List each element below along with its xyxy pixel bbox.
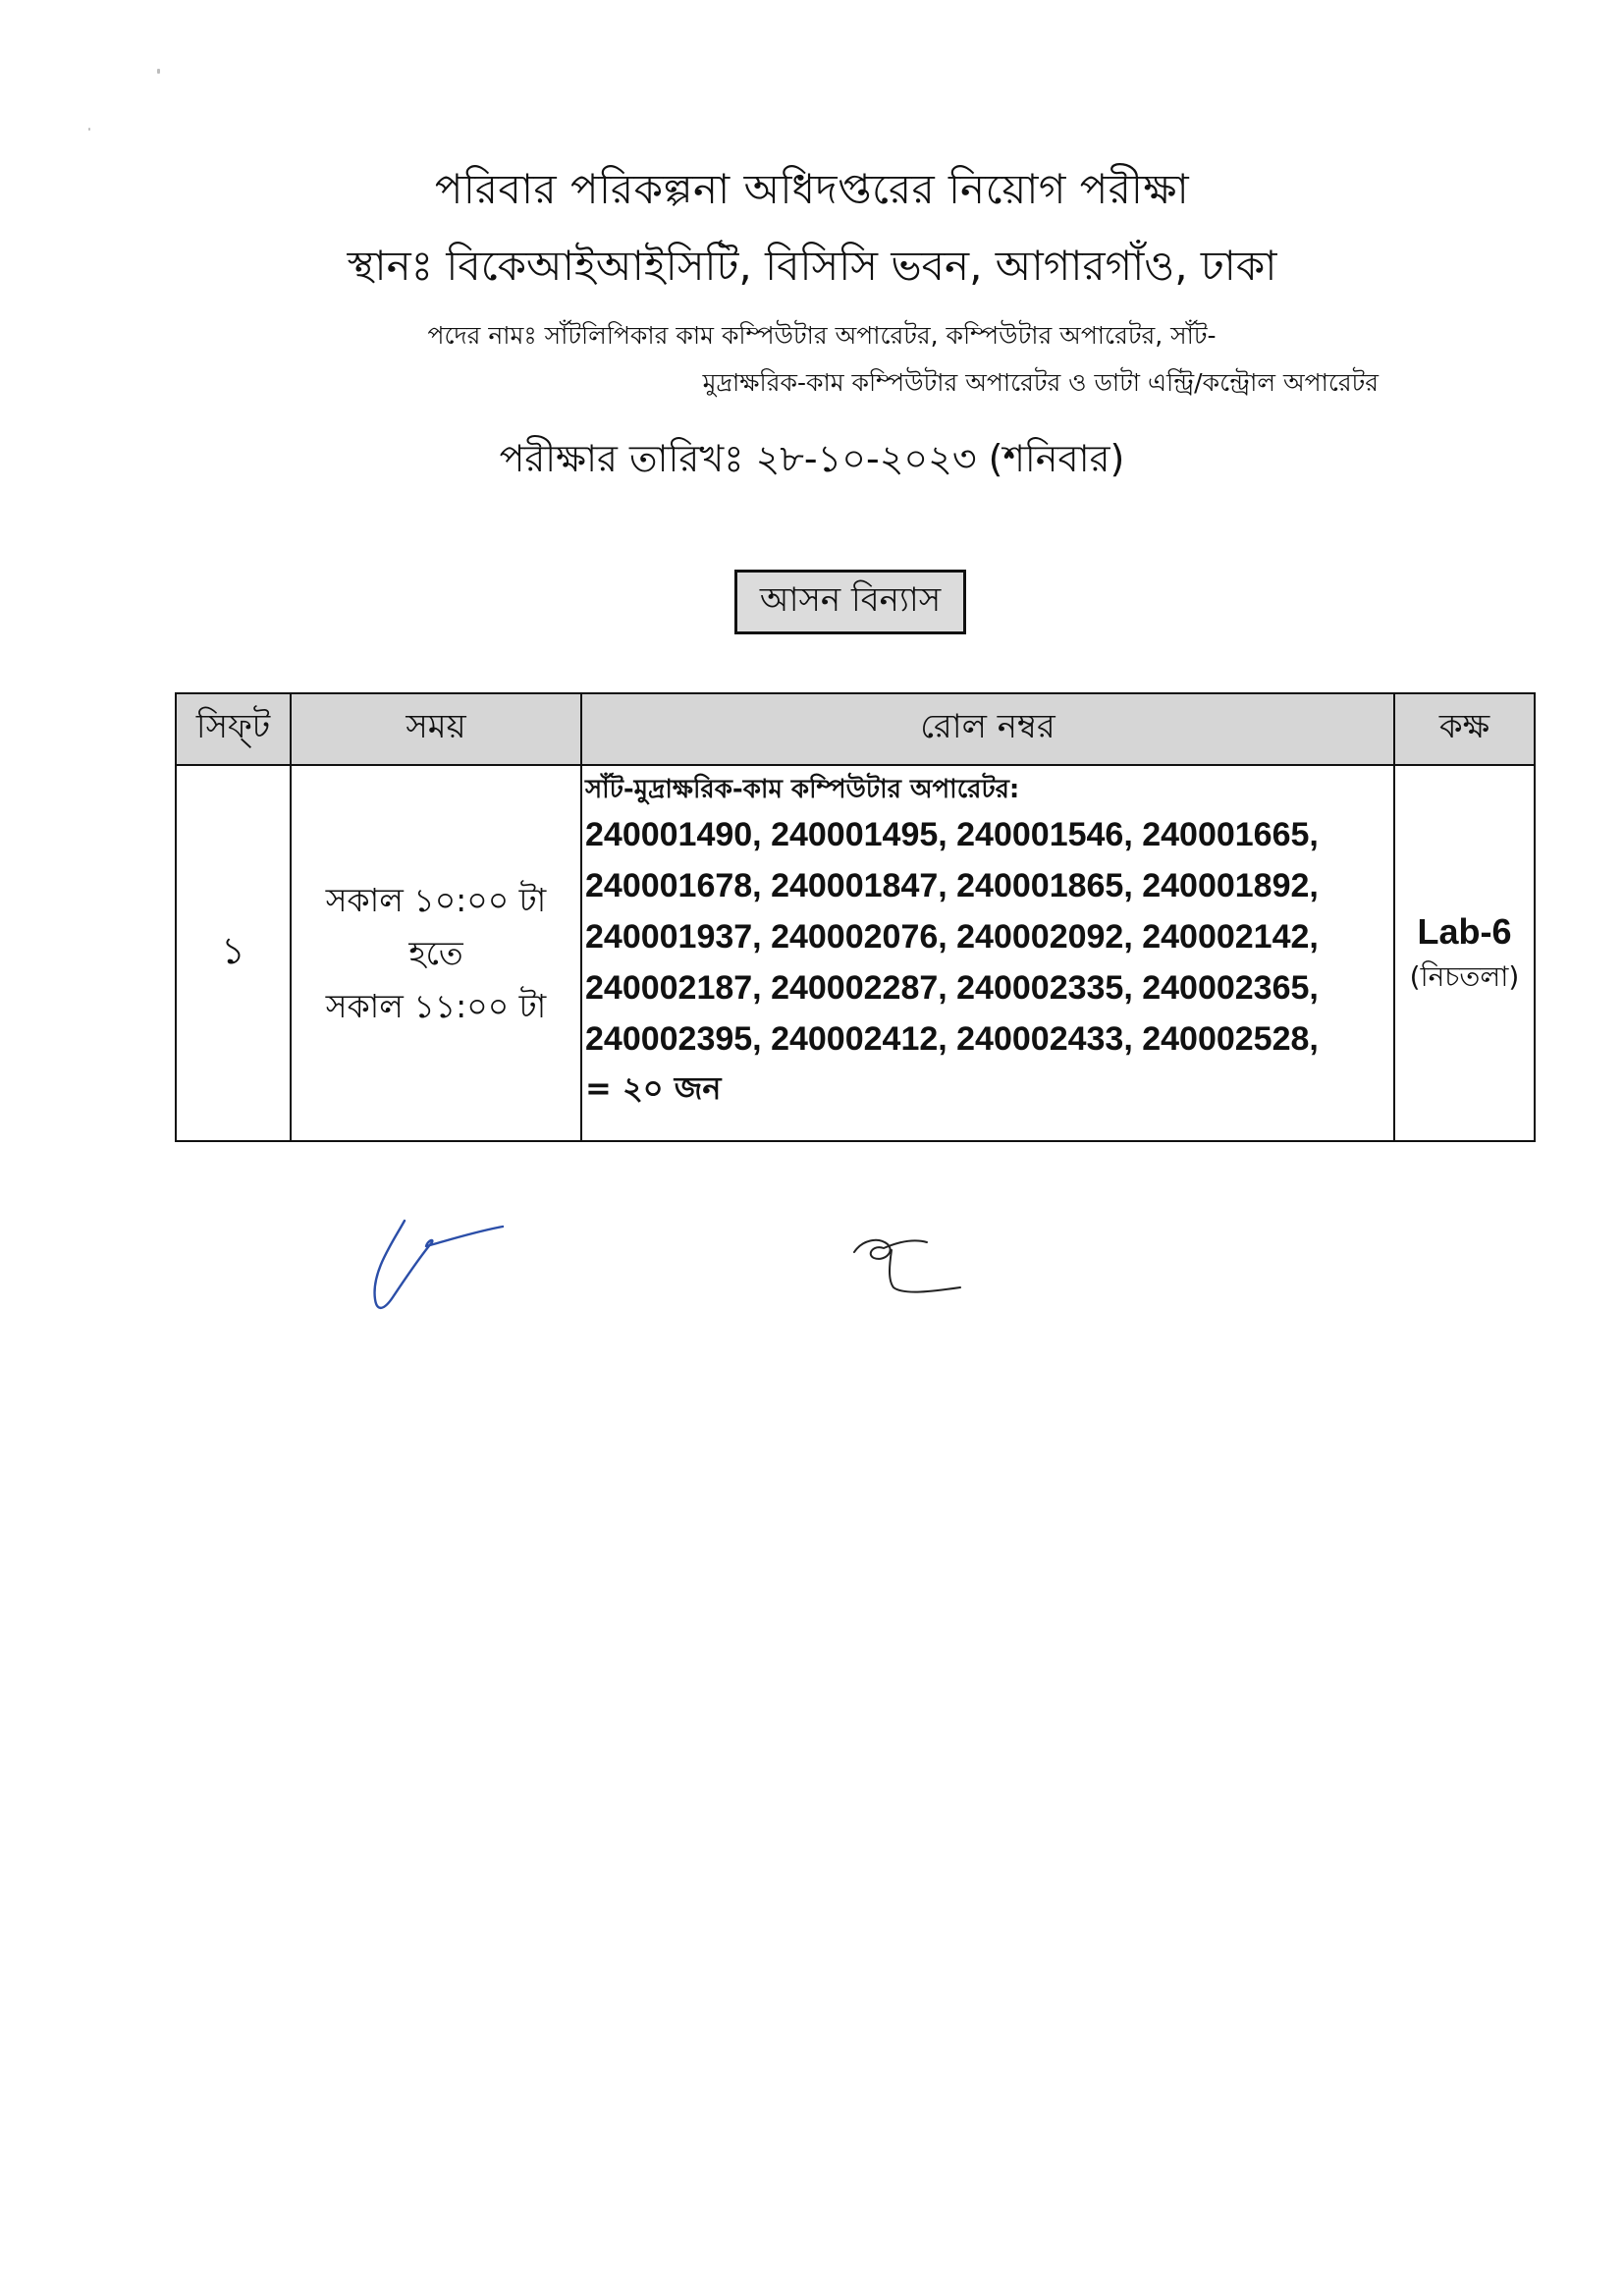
roll-number-line: 240001937, 240002076, 240002092, 240002142, — [585, 918, 1319, 956]
signature-left-stroke — [375, 1221, 503, 1308]
table-header-row — [176, 693, 1535, 765]
table-row — [176, 765, 1535, 1141]
header-room: কক্ষ — [1394, 693, 1535, 765]
room-name: Lab-6 — [1417, 910, 1512, 952]
candidate-total: = ২০ জন — [585, 1069, 722, 1107]
seat-plan-label: আসন বিন্যাস — [734, 570, 966, 634]
roll-number-line: 240002187, 240002287, 240002335, 240002365, — [585, 969, 1319, 1007]
time-connector: হতে — [408, 933, 463, 972]
header-roll: রোল নম্বর — [581, 693, 1394, 765]
time-to: সকাল ১১:০০ টা — [325, 986, 547, 1025]
time-from: সকাল ১০:০০ টা — [325, 880, 547, 919]
roll-number-line: 240002395, 240002412, 240002433, 240002528, — [585, 1020, 1319, 1058]
room-floor: (নিচতলা) — [1409, 959, 1520, 993]
time-cell — [291, 765, 581, 1141]
header-shift: সিফ্‌ট — [176, 693, 291, 765]
post-names-line-2: মুদ্রাক্ষরিক-কাম কম্পিউটার অপারেটর ও ডাটা এন্ট্রি/কন্ট্রোল অপারেটর — [702, 368, 1379, 397]
signature-right — [844, 1223, 982, 1311]
post-names-line-1: পদের নামঃ সাঁটলিপিকার কাম কম্পিউটার অপারেটর, কম্পিউটার অপারেটর, সাঁট- — [427, 321, 1217, 350]
room-cell — [1394, 765, 1535, 1141]
signature-right-stroke — [854, 1240, 960, 1292]
roll-number-list — [585, 809, 1393, 1065]
roll-cell — [581, 765, 1394, 1141]
roll-number-line: 240001678, 240001847, 240001865, 240001892, — [585, 867, 1319, 904]
scan-speck — [157, 69, 160, 74]
scan-speck — [88, 128, 90, 131]
roll-number-line: 240001490, 240001495, 240001546, 240001665, — [585, 816, 1319, 853]
exam-date: পরীক্ষার তারিখঃ ২৮-১০-২০২৩ (শনিবার) — [499, 437, 1125, 480]
header-time: সময় — [291, 693, 581, 765]
shift-number: ১ — [176, 765, 291, 1141]
post-heading: সাঁট-মুদ্রাক্ষরিক-কাম কম্পিউটার অপারেটর: — [585, 775, 1020, 804]
exam-title: পরিবার পরিকল্পনা অধিদপ্তরের নিয়োগ পরীক্ষা — [434, 165, 1190, 213]
seat-plan-table — [175, 692, 1536, 1142]
signature-left — [363, 1203, 520, 1321]
exam-venue: স্থানঃ বিকেআইআইসিটি, বিসিসি ভবন, আগারগাঁও, ঢাকা — [347, 242, 1277, 290]
